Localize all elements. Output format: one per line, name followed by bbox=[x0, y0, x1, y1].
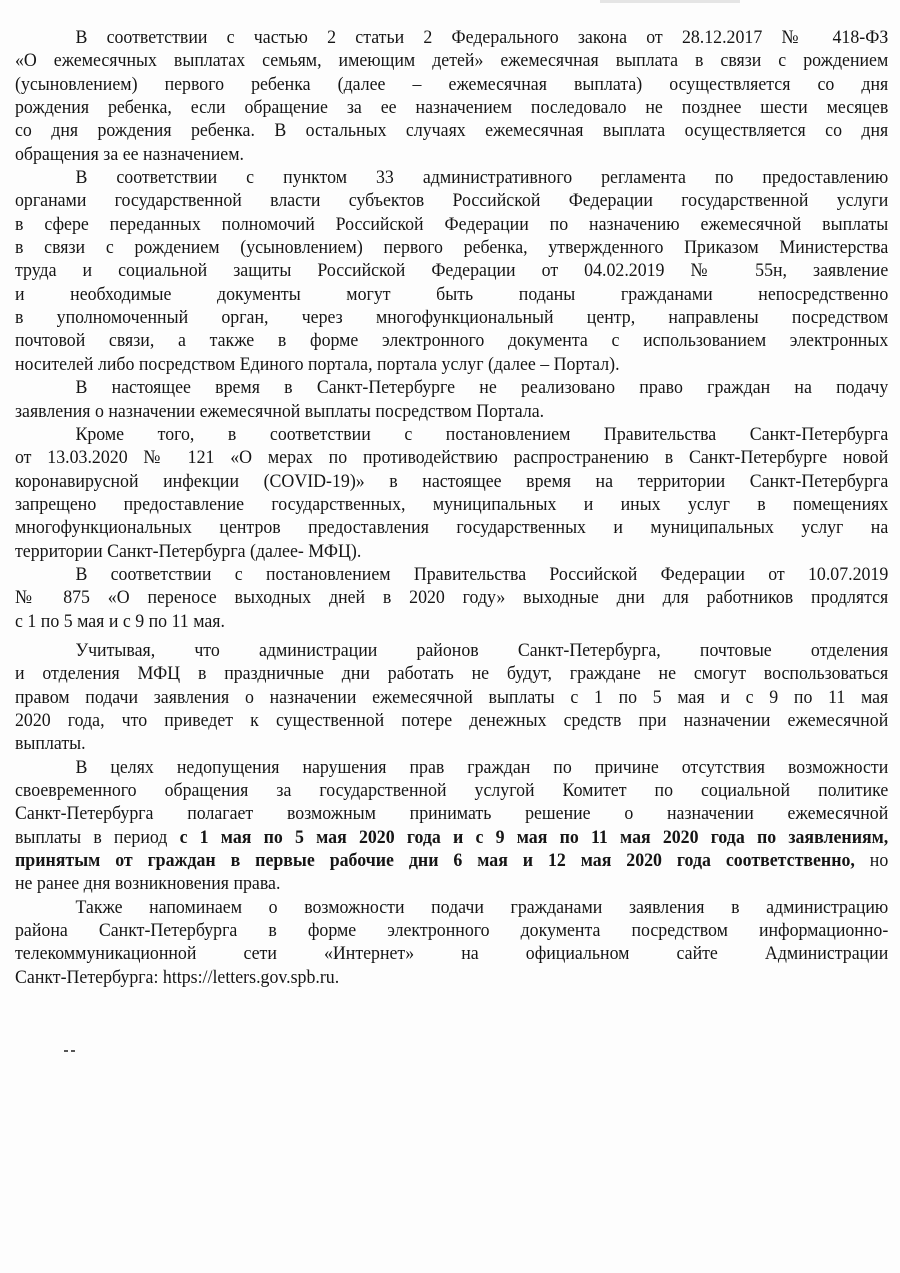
text-line-mixed bbox=[15, 849, 888, 872]
text-line: правом подачи заявления о назначении ежемесячной выплаты с 1 по 5 мая и с 9 по 11 мая bbox=[15, 686, 889, 708]
text-line: В соответствии с постановлением Правительства Российской Федерации от 10.07.2019 bbox=[75, 563, 889, 585]
document-body bbox=[15, 26, 888, 989]
text-line: Также напоминаем о возможности подачи гражданами заявления в администрацию bbox=[75, 896, 889, 918]
text-line: территории Санкт-Петербурга (далее- МФЦ). bbox=[15, 540, 362, 562]
paragraph-covid-restrictions bbox=[15, 423, 888, 563]
text-line: рождения ребенка, если обращение за ее назначением последовало не позднее шести месяцев bbox=[15, 97, 889, 119]
text-line: «О ежемесячных выплатах семьям, имеющим детей» ежемесячная выплата в связи с рождением bbox=[15, 50, 889, 72]
text-line: В целях недопущения нарушения прав граждан по причине отсутствия возможности bbox=[75, 756, 889, 778]
paragraph-committee-decision bbox=[15, 756, 888, 896]
text-line: (усыновлением) первого ребенка (далее – ежемесячная выплата) осуществляется со дня bbox=[15, 73, 889, 95]
text-run: но bbox=[854, 850, 889, 872]
text-line: Санкт-Петербурга полагает возможным принимать решение о назначении ежемесячной bbox=[15, 803, 889, 825]
bold-text-run: с 1 мая по 5 мая 2020 года и с 9 мая по 11 мая 2020 года по заявлениям, bbox=[179, 826, 889, 848]
text-line: и необходимые документы могут быть поданы гражданами непосредственно bbox=[15, 283, 889, 305]
text-line: в уполномоченный орган, через многофункциональный центр, направлены посредством bbox=[15, 307, 889, 329]
text-line: носителей либо посредством Единого портала, портала услуг (далее – Портал). bbox=[15, 353, 620, 375]
paragraph-federal-law-418 bbox=[15, 26, 888, 166]
paragraph-considering-closures bbox=[15, 639, 888, 756]
text-line: В настоящее время в Санкт-Петербурге не реализовано право граждан на подачу bbox=[75, 377, 889, 399]
scan-artifact-cut-text bbox=[64, 1049, 78, 1053]
text-line: коронавирусной инфекции (COVID-19)» в настоящее время на территории Санкт-Петербурга bbox=[15, 470, 889, 492]
text-line: в связи с рождением (усыновлением) первого ребенка, утвержденного Приказом Министерства bbox=[15, 237, 889, 259]
text-line: от 13.03.2020 № 121 «О мерах по противодействию распространению в Санкт-Петербурге новой bbox=[15, 447, 889, 469]
text-line: заявления о назначении ежемесячной выплаты посредством Портала. bbox=[15, 400, 545, 422]
paragraph-admin-regulation bbox=[15, 166, 888, 376]
text-line: Кроме того, в соответствии с постановлением Правительства Санкт-Петербурга bbox=[75, 423, 889, 445]
text-line: запрещено предоставление государственных, муниципальных и иных услуг в помещениях bbox=[15, 493, 889, 515]
paragraph-portal-not-available bbox=[15, 376, 888, 423]
scan-artifact-top bbox=[600, 0, 740, 3]
text-line: района Санкт-Петербурга в форме электронного документа посредством информационно- bbox=[15, 920, 889, 942]
text-line: и отделения МФЦ в праздничные дни работать не будут, граждане не смогут воспользоваться bbox=[15, 663, 889, 685]
text-line: Учитывая, что администрации районов Санкт-Петербурга, почтовые отделения bbox=[75, 639, 889, 661]
text-line: своевременного обращения за государственной услугой Комитет по социальной политике bbox=[15, 780, 889, 801]
text-line: не ранее дня возникновения права. bbox=[15, 873, 281, 895]
text-line: В соответствии с пунктом 33 административного регламента по предоставлению bbox=[75, 167, 889, 189]
text-line: труда и социальной защиты Российской Федерации от 04.02.2019 № 55н, заявление bbox=[15, 260, 889, 282]
text-line: почтовой связи, а также в форме электронного документа с использованием электронных bbox=[15, 330, 889, 352]
cut-glyph-icon bbox=[64, 1049, 78, 1053]
text-line: органами государственной власти субъектов Российской Федерации государственной услуги bbox=[15, 190, 889, 212]
text-line: в сфере переданных полномочий Российской Федерации по назначению ежемесячной выплаты bbox=[15, 213, 889, 235]
text-run: выплаты в период bbox=[15, 826, 180, 848]
text-line: со дня рождения ребенка. В остальных случаях ежемесячная выплата осуществляется со дня bbox=[15, 120, 889, 142]
text-line: № 875 «О переносе выходных дней в 2020 году» выходные дни для работников продлятся bbox=[15, 587, 889, 609]
paragraph-online-application-reminder bbox=[15, 896, 888, 989]
text-line: с 1 по 5 мая и с 9 по 11 мая. bbox=[15, 610, 225, 632]
text-line: обращения за ее назначением. bbox=[15, 143, 244, 165]
bold-text-run: принятым от граждан в первые рабочие дни 6 мая и 12 мая 2020 года соответственно, bbox=[15, 850, 855, 872]
text-line-mixed bbox=[15, 826, 888, 849]
text-line: многофункциональных центров предоставления государственных и муниципальных услуг на bbox=[15, 517, 889, 539]
text-line: 2020 года, что приведет к существенной потере денежных средств при назначении ежемесячной bbox=[15, 709, 889, 731]
text-line: выплаты. bbox=[15, 733, 86, 755]
text-line: телекоммуникационной сети «Интернет» на официальном сайте Администрации bbox=[15, 943, 889, 965]
text-line: В соответствии с частью 2 статьи 2 Федерального закона от 28.12.2017 № 418-ФЗ bbox=[75, 27, 889, 48]
text-line-with-link: Санкт-Петербурга: https://letters.gov.spb.ru. bbox=[15, 966, 340, 988]
paragraph-holiday-transfer bbox=[15, 563, 888, 633]
